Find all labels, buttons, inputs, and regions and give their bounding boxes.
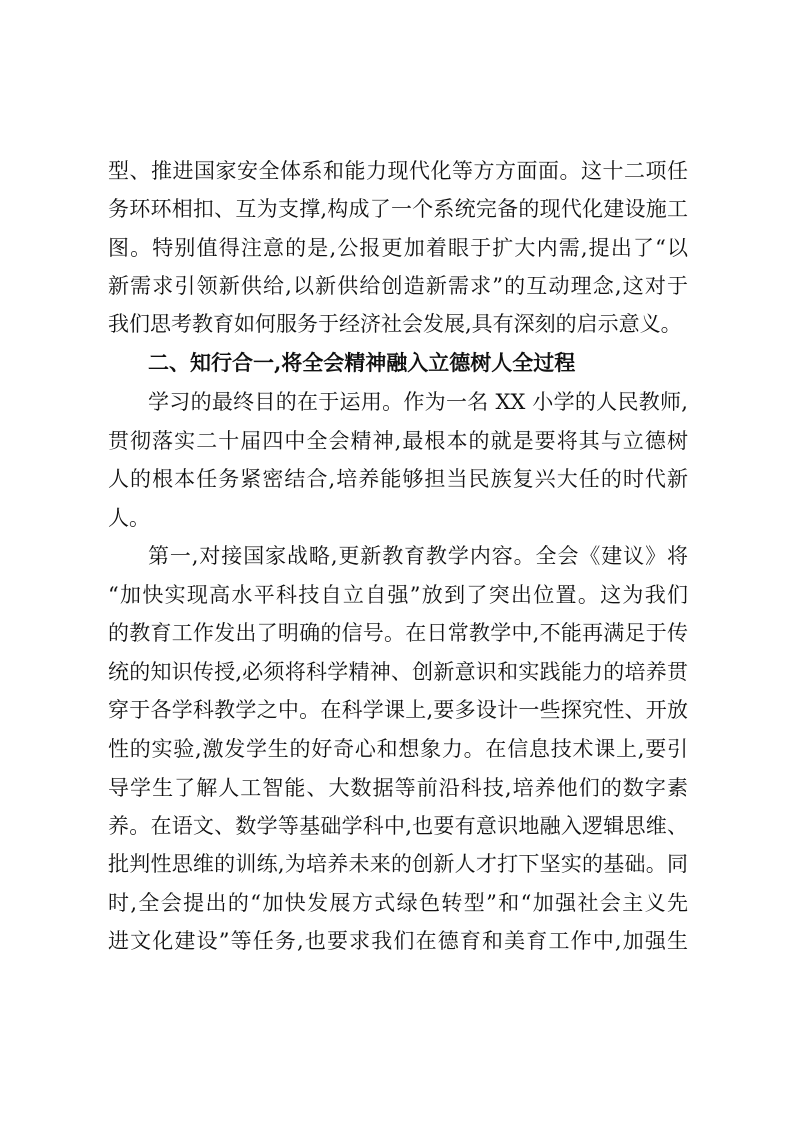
text-line: 时,全会提出的“加快发展方式绿色转型”和“加强社会主义先 xyxy=(108,891,688,915)
text-line: 图。特别值得注意的是,公报更加着眼于扩大内需,提出了“以 xyxy=(108,236,688,260)
text-line: “加快实现高水平科技自立自强”放到了突出位置。这为我们 xyxy=(108,583,688,607)
text-line: 人的根本任务紧密结合,培养能够担当民族复兴大任的时代新 xyxy=(108,467,688,491)
text-line: 新需求引领新供给,以新供给创造新需求”的互动理念,这对于 xyxy=(108,274,688,298)
text-line: 进文化建设”等任务,也要求我们在德育和美育工作中,加强生 xyxy=(108,929,688,953)
text-line: 学习的最终目的在于运用。作为一名 XX 小学的人民教师, xyxy=(148,390,688,414)
text-line: 导学生了解人工智能、大数据等前沿科技,培养他们的数字素 xyxy=(108,776,688,800)
text-line: 性的实验,激发学生的好奇心和想象力。在信息技术课上,要引 xyxy=(108,737,688,761)
section-heading: 二、知行合一,将全会精神融入立德树人全过程 xyxy=(148,350,576,375)
text-line: 养。在语文、数学等基础学科中,也要有意识地融入逻辑思维、 xyxy=(108,814,688,838)
text-line: 务环环相扣、互为支撑,构成了一个系统完备的现代化建设施工 xyxy=(108,197,688,221)
text-line: 批判性思维的训练,为培养未来的创新人才打下坚实的基础。同 xyxy=(108,852,688,876)
text-line: 人。 xyxy=(108,506,150,530)
text-line: 的教育工作发出了明确的信号。在日常教学中,不能再满足于传 xyxy=(108,621,688,645)
text-line: 第一,对接国家战略,更新教育教学内容。全会《建议》将 xyxy=(148,544,688,568)
text-line: 穿于各学科教学之中。在科学课上,要多设计一些探究性、开放 xyxy=(108,698,688,722)
text-line: 我们思考教育如何服务于经济社会发展,具有深刻的启示意义。 xyxy=(108,312,682,336)
text-line: 型、推进国家安全体系和能力现代化等方方面面。这十二项任 xyxy=(108,159,688,183)
text-line: 统的知识传授,必须将科学精神、创新意识和实践能力的培养贯 xyxy=(108,660,688,684)
text-line: 贯彻落实二十届四中全会精神,最根本的就是要将其与立德树 xyxy=(108,429,688,453)
